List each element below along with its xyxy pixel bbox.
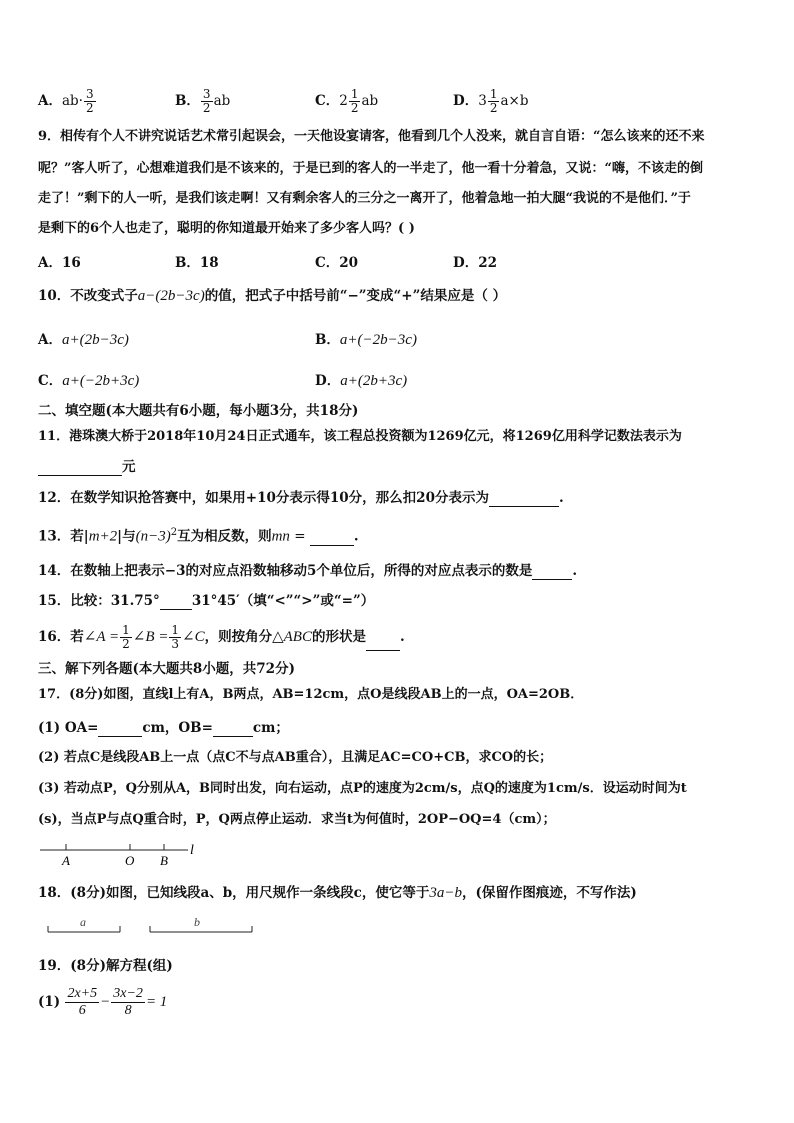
q9-option-d: D．22 [453,255,497,271]
option-text: a×b [500,93,529,109]
q10-stem: 10．不改变式子a−(2b−3c)的值，把式子中括号前“−”变成“+”结果应是（ ） [38,288,507,304]
q10-option-c: C．a+(−2b+3c) [38,373,140,389]
option-label: A． [38,93,62,109]
mixed-whole: 2 [339,93,348,109]
q10-option-b: B．a+(−2b−3c) [315,332,417,348]
q18-segments-figure [44,912,264,938]
option-label: C． [315,93,340,109]
fraction: $\frac{3}{2}$ [202,87,211,115]
q9-option-a: A．16 [38,255,81,271]
section-3-title: 三、解下列各题(本大题共8小题，共72分) [38,661,295,677]
q9-option-b: B．18 [175,255,219,271]
answer-blank[interactable] [38,461,122,476]
q17-part-3-line-2: (s)，当点P与点Q重合时，P，Q两点停止运动．求当t为何值时，2OP−OQ=4（cm）； [38,812,556,827]
mixed-whole: 3 [478,93,487,109]
q17-part-3-line-1: (3) 若动点P，Q分别从A，B同时出发，向右运动，点P的速度为2cm/s，点Q的速度为1cm/s．设运动时间为t [38,781,687,796]
q19-stem: 19．(8分)解方程(组) [38,958,173,974]
fraction: $\frac{3x-2}{8}$ [113,986,143,1018]
label-l: l [190,843,194,858]
q9-line-2: 呢？”客人听了，心想难道我们是不该来的，于是已到的客人的一半走了，他一看十分着急，又说：“嗨，不该走的倒 [38,161,703,176]
label-o: O [125,853,135,868]
q9-option-c: C．20 [315,255,359,271]
option-text: ab· [61,93,83,109]
q9-line-1: 9．相传有个人不讲究说话艺术常引起误会，一天他设宴请客，他看到几个人没来，就自言自语：“怎么该来的还不来 [38,129,705,144]
answer-blank[interactable] [213,722,253,737]
label-a: A [62,853,70,868]
q18-stem: 18．(8分)如图，已知线段a、b，用尺规作一条线段c，使它等于3a−b，(保留作图痕迹，不写作法) [38,885,637,901]
fraction: $\frac{1}{2}$ [122,623,130,651]
q8-option-b [175,88,230,115]
answer-blank[interactable] [98,722,142,737]
segment-b-label: b [194,915,200,929]
q13-stem: 13．若|m+2|与$(n-3)^2$互为相反数，则mn = . [38,527,359,545]
q15-stem: 15．比较：31.75° 31°45′（填“<”“>”或“=”） [38,593,375,609]
math-expression: a−(2b−3c) [137,288,205,304]
q8-option-c [315,88,378,115]
fraction: $\frac{1}{2}$ [350,87,359,115]
answer-blank[interactable] [489,492,559,507]
q9-line-4: 是剩下的6个人也走了，聪明的你知道最开始来了多少客人吗？( ) [38,221,415,236]
segment-a-label: a [80,915,86,929]
q10-option-a: A．a+(2b−3c) [38,332,129,348]
q10-option-d: D．a+(2b+3c) [315,373,408,389]
fraction: $\frac{1}{2}$ [489,87,498,115]
answer-blank[interactable] [310,531,354,546]
q16-stem: 16．若∠A = $\frac{1}{2}$ ∠B = $\frac{1}{3}$ ∠C，则按角分△ABC的形状是 . [38,623,405,651]
option-label: B． [175,93,200,109]
q11-stem: 11．港珠澳大桥于2018年10月24日正式通车，该工程总投资额为1269亿元，将1269亿用科学记数法表示为 [38,429,682,444]
q8-option-a [38,88,97,115]
fraction: $\frac{1}{3}$ [171,623,180,651]
q17-part-2: (2) 若点C是线段AB上一点（点C不与点AB重合），且满足AC=CO+CB，求CO的长； [38,750,553,765]
q17-stem: 17．(8分)如图，直线l上有A，B两点，AB=12cm，点O是线段AB上的一点，OA=2OB． [38,687,584,702]
q12-stem: 12．在数学知识抢答赛中，如果用+10分表示得10分，那么扣20分表示为 . [38,490,564,506]
option-text: ab [213,93,231,109]
fraction: $\frac{2x+5}{6}$ [67,986,98,1018]
answer-blank[interactable] [366,636,400,651]
option-text: ab [361,93,379,109]
q17-number-line-figure [38,838,208,870]
option-label: D． [453,93,479,109]
q19-part-1: (1) $\frac{2x+5}{6}$ − $\frac{3x-2}{8}$ = 1 [38,986,168,1018]
q17-part-1: (1) OA= cm，OB= cm； [38,720,289,736]
q14-stem: 14．在数轴上把表示−3的对应点沿数轴移动5个单位后，所得的对应点表示的数是 . [38,563,578,579]
section-2-title: 二、填空题(本大题共有6小题，每小题3分，共18分) [38,403,359,419]
label-b: B [160,853,168,868]
q9-line-3: 走了！”剩下的人一听，是我们该走啊！又有剩余客人的三分之一离开了，他着急地一拍大腿“我说的不是他们．”于 [38,191,691,206]
fraction: $\frac{3}{2}$ [85,87,94,115]
q11-answer-line: 元 [38,458,136,476]
answer-blank[interactable] [160,595,192,610]
q8-option-d [453,88,528,115]
answer-blank[interactable] [532,565,572,580]
